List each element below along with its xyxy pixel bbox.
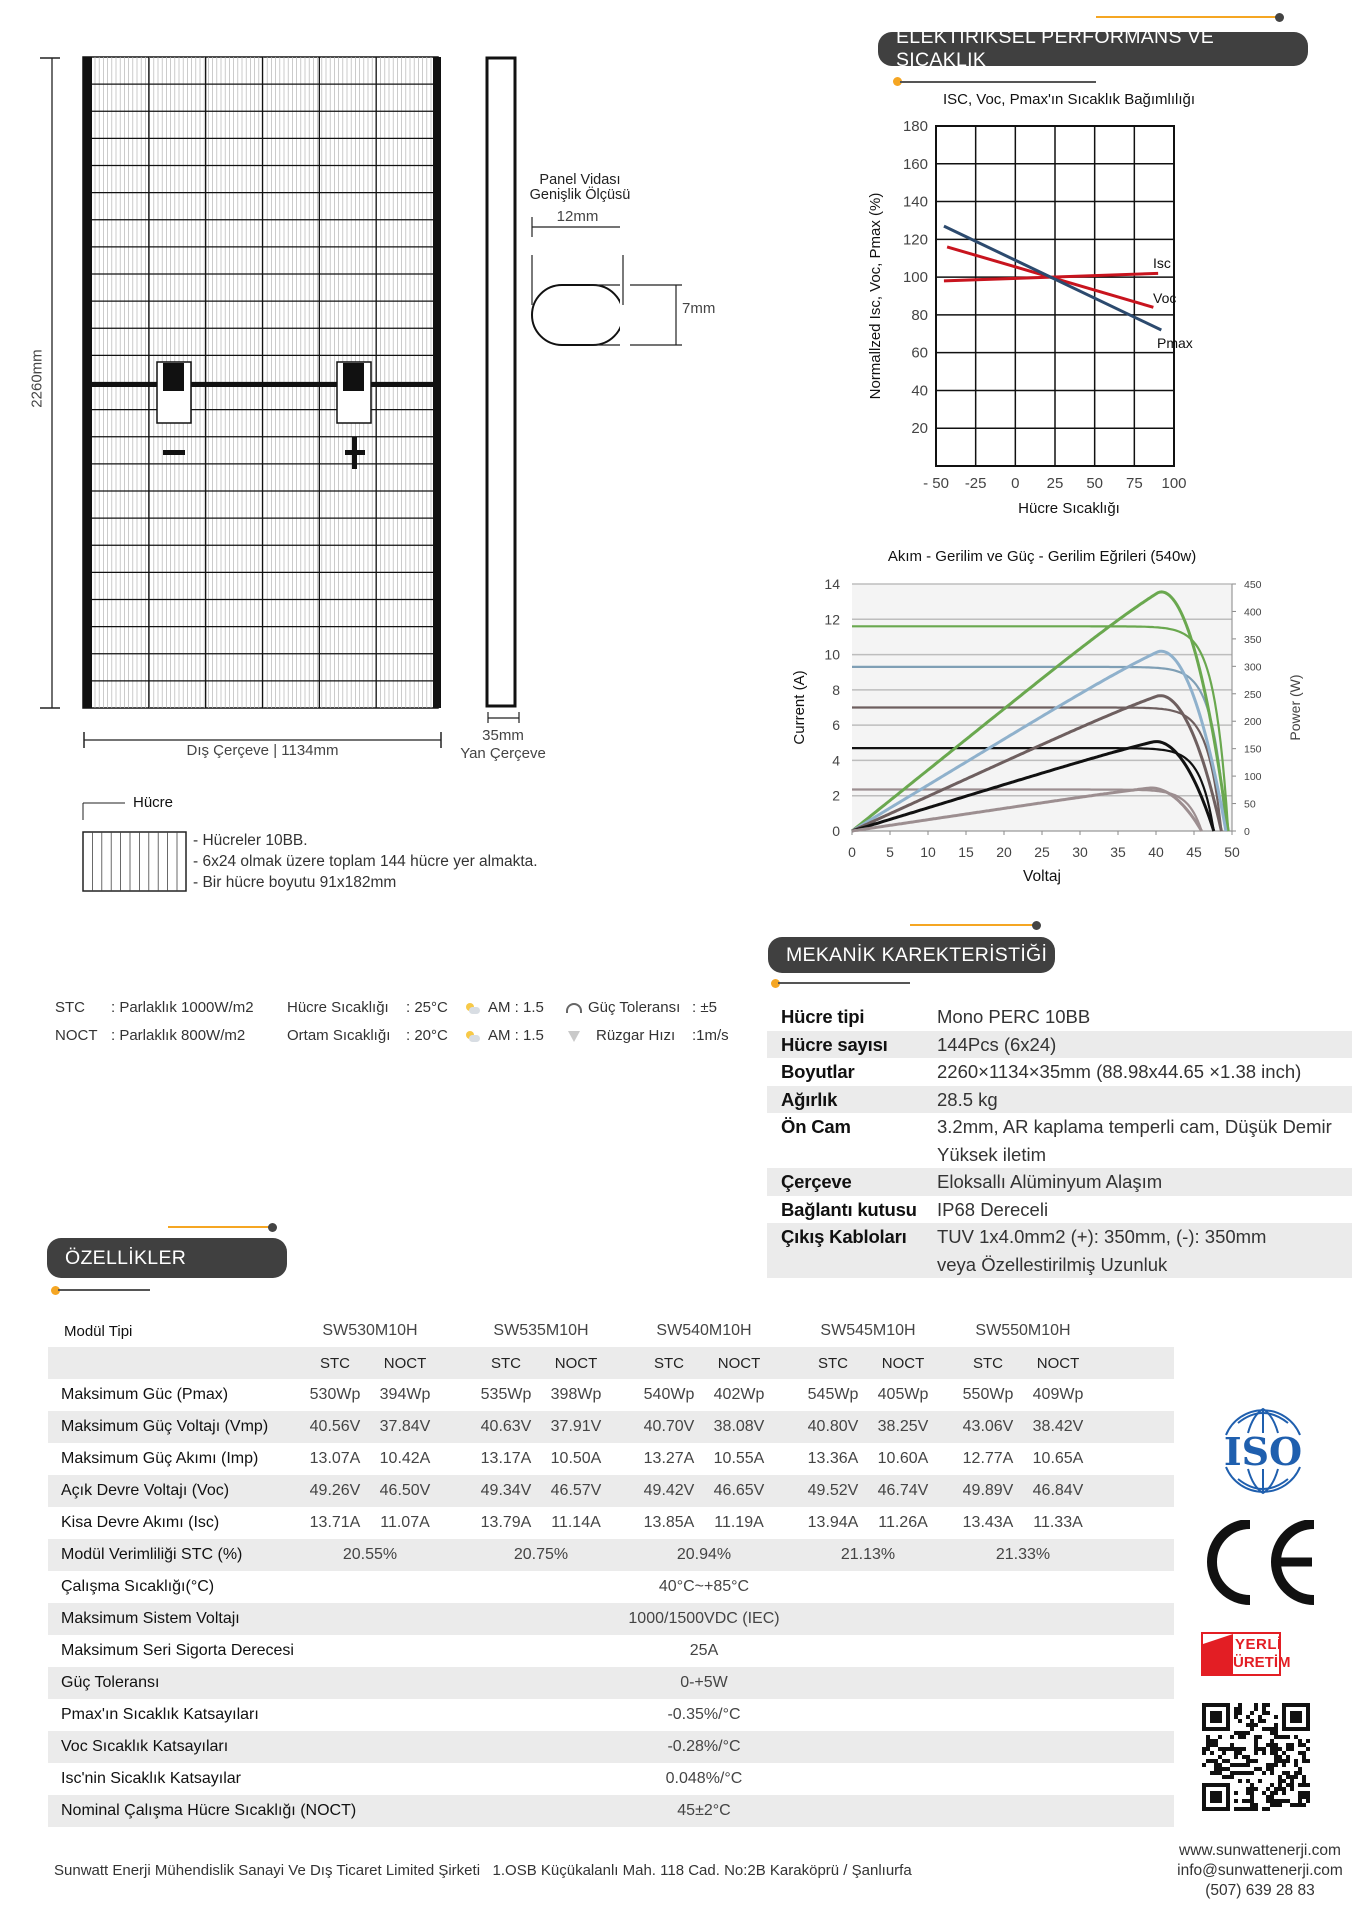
noct-header: NOCT	[1036, 1354, 1080, 1372]
mechanical-value	[937, 1113, 1352, 1168]
model-name: SW550M10H	[975, 1322, 1071, 1339]
y-axis-label: Current (A)	[791, 670, 808, 745]
mechanical-value-line: Mono PERC 10BB	[937, 1006, 1091, 1027]
local-line1: YERLİ	[1235, 1636, 1282, 1653]
noct-value: 409Wp	[1032, 1386, 1084, 1403]
stc-temp-label: Hücre Sıcaklığı	[287, 999, 389, 1016]
spec-row	[48, 1411, 1174, 1443]
mechanical-row	[767, 1058, 1352, 1086]
y-tick-label: 20	[911, 420, 928, 438]
x-tick-label: 40	[1148, 844, 1164, 860]
sun-cloud-icon	[466, 1031, 480, 1043]
cell-legend-lines	[193, 830, 538, 893]
stc-value: 40.70V	[643, 1418, 695, 1435]
screw-title-2: Genişlik Ölçüsü	[529, 187, 631, 203]
y-tick-label: 140	[902, 193, 928, 211]
x-tick-label: 30	[1072, 844, 1088, 860]
header-deco-dot	[1032, 921, 1041, 930]
efficiency-row	[48, 1539, 1174, 1571]
mechanical-value-line: 2260×1134×35mm (88.98x44.65 ×1.38 inch)	[937, 1061, 1302, 1082]
y2-tick-label: 50	[1244, 798, 1256, 811]
mechanical-key: Çıkış Kabloları	[781, 1226, 907, 1247]
mechanical-row	[767, 1223, 1352, 1278]
noct-irradiance: : Parlaklık 800W/m2	[111, 1027, 246, 1044]
side-frame	[487, 58, 515, 706]
stc-value: 550Wp	[962, 1386, 1014, 1403]
company-name: Sunwatt Enerji Mühendislik Sanayi Ve Dış Ticaret Limited Şirketi	[54, 1862, 481, 1879]
panel-drawing	[0, 0, 620, 900]
noct-value: 38.08V	[713, 1418, 765, 1435]
website-link[interactable]: www.sunwattenerji.com	[1179, 1842, 1341, 1859]
stc-irradiance: : Parlaklık 1000W/m2	[111, 999, 254, 1016]
x-tick-label: 100	[1161, 475, 1187, 492]
chart-title: ISC, Voc, Pmax'ın Sıcaklık Bağımlılığı	[942, 91, 1196, 108]
efficiency-value: 21.33%	[995, 1546, 1051, 1563]
y-tick-label: 8	[832, 681, 840, 698]
efficiency-value: 20.75%	[513, 1546, 569, 1563]
mechanical-value	[937, 1003, 1352, 1031]
noct-value: 402Wp	[713, 1386, 765, 1403]
stc-value: 12.77A	[962, 1450, 1014, 1467]
stc-temp-value: : 25°C	[406, 999, 448, 1016]
stc-value: 13.36A	[807, 1450, 859, 1467]
stc-value: 49.26V	[309, 1482, 361, 1499]
stc-value: 43.06V	[962, 1418, 1014, 1435]
stc-extra-value: : ±5	[692, 999, 717, 1016]
mechanical-row	[767, 1031, 1352, 1059]
spec-row	[48, 1475, 1174, 1507]
mechanical-key: Boyutlar	[781, 1061, 855, 1082]
spec-value: 0-+5W	[680, 1674, 728, 1691]
spec-value: -0.35%/°C	[667, 1706, 741, 1723]
model-name: SW535M10H	[493, 1322, 589, 1339]
mechanical-value	[937, 1058, 1352, 1086]
noct-value: 46.65V	[713, 1482, 765, 1499]
model-name: SW545M10H	[820, 1322, 916, 1339]
spec-row	[48, 1699, 1174, 1731]
wind-icon	[568, 1031, 580, 1042]
spec-row	[48, 1731, 1174, 1763]
noct-value: 11.19A	[714, 1514, 764, 1531]
temperature-dependency-chart	[860, 90, 1220, 530]
stc-header: STC	[973, 1354, 1003, 1372]
noct-temp-label: Ortam Sıcaklığı	[287, 1027, 391, 1044]
x-tick-label: 45	[1186, 844, 1202, 860]
header-deco-dot	[268, 1223, 277, 1232]
mechanical-row	[767, 1196, 1352, 1224]
mechanical-table	[767, 1003, 1352, 1278]
spec-label: Nominal Çalışma Hücre Sıcaklığı (NOCT)	[61, 1802, 357, 1819]
header-deco-line	[910, 924, 1034, 926]
noct-value: 11.26A	[878, 1514, 928, 1531]
cell-legend-line: - Hücreler 10BB.	[193, 832, 308, 849]
gauge-icon	[566, 1003, 582, 1013]
spec-value: -0.28%/°C	[667, 1738, 741, 1755]
spec-row	[48, 1603, 1174, 1635]
y-tick-label: 180	[902, 118, 928, 135]
stc-value: 545Wp	[807, 1386, 859, 1403]
stc-name: STC	[55, 999, 85, 1016]
stc-value: 530Wp	[309, 1386, 361, 1403]
noct-value: 394Wp	[379, 1386, 431, 1403]
y-tick-label: 40	[911, 382, 928, 400]
section-title-mechanical: MEKANİK KAREKTERİSTİĞİ	[768, 937, 1055, 973]
noct-value: 10.65A	[1032, 1450, 1084, 1467]
mechanical-row	[767, 1168, 1352, 1196]
noct-value: 10.50A	[550, 1450, 602, 1467]
mechanical-row	[767, 1003, 1352, 1031]
mechanical-key: Hücre tipi	[781, 1006, 865, 1027]
sun-cloud-icon	[466, 1003, 480, 1015]
stc-am: AM : 1.5	[488, 999, 544, 1016]
email-link[interactable]: info@sunwattenerji.com	[1177, 1862, 1343, 1879]
noct-value: 37.91V	[550, 1418, 602, 1435]
screw-width-label: 12mm	[556, 208, 599, 225]
noct-value: 46.57V	[550, 1482, 602, 1499]
y-tick-label: 10	[824, 646, 840, 663]
spec-label: Maksimum Sistem Voltajı	[61, 1610, 240, 1627]
stc-value: 13.79A	[480, 1514, 532, 1531]
stc-value: 13.27A	[643, 1450, 695, 1467]
efficiency-value: 20.94%	[676, 1546, 732, 1563]
stc-value: 13.85A	[643, 1514, 695, 1531]
section-title-features: ÖZELLİKLER	[47, 1238, 287, 1278]
screw-slot-shape	[532, 285, 620, 345]
mechanical-value-line: veya Özellestirilmiş Uzunluk	[937, 1253, 1168, 1275]
spec-value: 40°C~+85°C	[658, 1578, 750, 1595]
x-tick-label: 50	[1086, 475, 1104, 492]
stc-extra-label: Güç Toleransı	[588, 999, 681, 1016]
spec-row	[48, 1571, 1174, 1603]
y-tick-label: 160	[902, 155, 928, 173]
x-tick-label: -25	[964, 475, 987, 492]
spec-value: 25A	[689, 1642, 719, 1659]
series-label-pmax: Pmax	[1157, 335, 1193, 351]
screw-height-label: 7mm	[682, 300, 716, 317]
stc-value: 13.43A	[962, 1514, 1014, 1531]
spec-label: Kisa Devre Akımı (Isc)	[61, 1514, 220, 1531]
noct-header: NOCT	[717, 1354, 761, 1372]
y2-tick-label: 400	[1244, 606, 1262, 619]
local-production-badge	[1201, 1632, 1291, 1676]
stc-value: 13.71A	[309, 1514, 361, 1531]
x-tick-label: 15	[958, 844, 974, 860]
width-label: Dış Çerçeve | 1134mm	[186, 742, 339, 759]
noct-value: 37.84V	[379, 1418, 431, 1435]
noct-name: NOCT	[55, 1027, 98, 1044]
stc-header: STC	[818, 1354, 848, 1372]
spec-row	[48, 1795, 1174, 1827]
stc-value: 40.80V	[807, 1418, 859, 1435]
mechanical-value	[937, 1223, 1352, 1278]
mechanical-key: Bağlantı kutusu	[781, 1198, 917, 1220]
stc-header: STC	[491, 1354, 521, 1372]
plus-sign-v	[352, 437, 357, 469]
series-label-voc: Voc	[1153, 290, 1177, 306]
x-axis-label: Voltaj	[1023, 868, 1061, 885]
svg-text:CE: CE	[1200, 1520, 1202, 1521]
y-tick-label: 14	[824, 576, 840, 592]
cell-legend-line: - 6x24 olmak üzere toplam 144 hücre yer almakta.	[193, 853, 538, 870]
mechanical-value	[937, 1168, 1352, 1196]
x-tick-label: 0	[1011, 475, 1020, 492]
mechanical-row	[767, 1113, 1352, 1168]
noct-am: AM : 1.5	[488, 1027, 544, 1044]
mechanical-value-line: 3.2mm, AR kaplama temperli cam, Düşük Demir	[937, 1116, 1332, 1137]
x-axis-label: Hücre Sıcaklığı	[1018, 500, 1120, 517]
y2-tick-label: 0	[1244, 826, 1250, 838]
spec-value: 45±2°C	[677, 1802, 731, 1819]
series-label-isc: Isc	[1153, 255, 1171, 271]
mechanical-value-line: TUV 1x4.0mm2 (+): 350mm, (-): 350mm	[937, 1226, 1267, 1247]
x-tick-label: 25	[1046, 475, 1064, 492]
header-deco-line	[778, 982, 910, 984]
noct-header: NOCT	[383, 1354, 427, 1372]
y-tick-label: 120	[902, 231, 928, 249]
x-tick-label: 0	[848, 844, 856, 860]
spec-label: Maksimum Güc (Pmax)	[61, 1386, 229, 1403]
mechanical-key: Ağırlık	[781, 1088, 838, 1110]
noct-value: 46.74V	[877, 1482, 929, 1499]
spec-label: Modül Verimliliği STC (%)	[61, 1546, 243, 1563]
stc-value: 49.89V	[962, 1482, 1014, 1499]
stc-value: 49.42V	[643, 1482, 695, 1499]
noct-value: 38.25V	[877, 1418, 929, 1435]
noct-value: 38.42V	[1032, 1418, 1084, 1435]
spec-label: Açık Devre Voltajı (Voc)	[61, 1482, 230, 1499]
spec-row	[48, 1667, 1174, 1699]
spec-row	[48, 1379, 1174, 1411]
y-axis-label: Normallzed Isc, Voc, Pmax (%)	[867, 192, 884, 400]
noct-value: 46.50V	[379, 1482, 431, 1499]
stc-value: 49.52V	[807, 1482, 859, 1499]
noct-value: 10.42A	[379, 1450, 431, 1467]
x-tick-label: 35	[1110, 844, 1126, 860]
chart-title: Akım - Gerilim ve Güç - Gerilim Eğrileri (540w)	[887, 548, 1197, 565]
noct-value: 11.33A	[1033, 1514, 1083, 1531]
stc-value: 13.17A	[480, 1450, 532, 1467]
spec-row	[48, 1635, 1174, 1667]
noct-value: 11.07A	[380, 1514, 430, 1531]
screw-title-1: Panel Vidası	[539, 172, 621, 188]
mechanical-value	[937, 1031, 1352, 1059]
y-tick-label: 60	[911, 344, 928, 362]
spec-label: Çalışma Sıcaklığı(°C)	[61, 1578, 215, 1595]
stc-value: 535Wp	[480, 1386, 532, 1403]
header-deco-line	[1096, 16, 1276, 18]
y2-tick-label: 150	[1244, 743, 1262, 756]
y2-tick-label: 100	[1244, 771, 1262, 784]
mechanical-value-line: IP68 Dereceli	[937, 1198, 1049, 1220]
side-width-label: 35mm	[482, 727, 524, 744]
spec-table	[48, 1315, 1174, 1827]
iso-logo	[1208, 1405, 1318, 1497]
footer-address	[54, 1862, 912, 1879]
model-header-row	[48, 1315, 1174, 1347]
x-tick-label: 25	[1034, 844, 1050, 860]
section-title-electrical: ELEKTİRİKSEL PERFORMANS VE SICAKLIK	[878, 32, 1308, 66]
y-tick-label: 2	[832, 787, 840, 804]
noct-extra-value: :1m/s	[692, 1027, 729, 1044]
spec-row	[48, 1507, 1174, 1539]
spec-label: Pmax'ın Sıcaklık Katsayıları	[61, 1706, 259, 1723]
x-tick-label: 75	[1125, 475, 1143, 492]
stc-header: STC	[654, 1354, 684, 1372]
noct-value: 11.14A	[551, 1514, 601, 1531]
qr-code	[1202, 1703, 1310, 1811]
x-tick-label: 20	[996, 844, 1012, 860]
noct-value: 46.84V	[1032, 1482, 1084, 1499]
company-address: 1.OSB Küçükalanlı Mah. 118 Cad. No:2B Karaköprü / Şanlıurfa	[492, 1862, 912, 1879]
noct-value: 10.60A	[877, 1450, 929, 1467]
efficiency-value: 20.55%	[342, 1546, 398, 1563]
noct-value: 405Wp	[877, 1386, 929, 1403]
spec-row	[48, 1763, 1174, 1795]
phone-number: (507) 639 28 83	[1205, 1882, 1315, 1899]
spec-value: 0.048%/°C	[665, 1770, 743, 1787]
spec-row	[48, 1443, 1174, 1475]
minus-sign	[163, 450, 185, 455]
spec-label: Maksimum Güç Voltajı (Vmp)	[61, 1418, 269, 1435]
noct-value: 398Wp	[550, 1386, 602, 1403]
height-label: 2260mm	[28, 349, 46, 408]
iso-logo-text: ISO	[1223, 1429, 1303, 1474]
header-deco-line	[168, 1226, 270, 1228]
y-tick-label: 80	[911, 306, 928, 324]
y2-tick-label: 300	[1244, 661, 1262, 674]
x-tick-label: 10	[920, 844, 936, 860]
mechanical-value-line: Yüksek iletim	[937, 1143, 1046, 1165]
y-tick-label: 6	[832, 717, 840, 734]
y2-tick-label: 350	[1244, 633, 1262, 646]
stc-value: 40.56V	[309, 1418, 361, 1435]
mechanical-value-line: Eloksallı Alüminyum Alaşım	[937, 1171, 1163, 1192]
noct-temp-value: : 20°C	[406, 1027, 448, 1044]
mechanical-key: Çerçeve	[781, 1171, 852, 1192]
mechanical-value-line: 144Pcs (6x24)	[937, 1033, 1057, 1055]
spec-value: 1000/1500VDC (IEC)	[628, 1610, 780, 1627]
side-frame-label: Yan Çerçeve	[460, 745, 546, 762]
header-deco-line	[58, 1289, 150, 1291]
local-line2: ÜRETİM	[1233, 1654, 1291, 1671]
x-tick-label: - 50	[923, 475, 949, 492]
y2-axis-label: Power (W)	[1287, 674, 1303, 741]
noct-extra-label: Rüzgar Hızı	[596, 1027, 676, 1044]
model-name: SW540M10H	[656, 1322, 752, 1339]
spec-label: Maksimum Seri Sigorta Derecesi	[61, 1642, 294, 1659]
header-deco-dot	[1275, 13, 1284, 22]
mechanical-key: Ön Cam	[781, 1116, 851, 1137]
y-tick-label: 4	[832, 752, 840, 769]
cell-legend-line: - Bir hücre boyutu 91x182mm	[193, 874, 397, 891]
model-name: SW530M10H	[322, 1322, 418, 1339]
stc-value: 40.63V	[480, 1418, 532, 1435]
efficiency-value: 21.13%	[840, 1546, 896, 1563]
y-tick-label: 100	[902, 269, 928, 287]
y-tick-label: 0	[832, 823, 840, 839]
sub-header-row	[48, 1347, 1174, 1379]
handshake-icon	[1203, 1634, 1233, 1674]
stc-value: 49.34V	[480, 1482, 532, 1499]
noct-value: 10.55A	[713, 1450, 765, 1467]
cell-legend-title: Hücre	[133, 794, 174, 811]
mechanical-key: Hücre sayısı	[781, 1033, 888, 1055]
stc-value: 13.94A	[807, 1514, 859, 1531]
mechanical-row	[767, 1086, 1352, 1114]
y2-tick-label: 200	[1244, 716, 1262, 729]
spec-label: Güç Toleransı	[61, 1674, 160, 1691]
y2-tick-label: 250	[1244, 688, 1262, 701]
stc-value: 540Wp	[643, 1386, 695, 1403]
mechanical-value-line: 28.5 kg	[937, 1088, 998, 1110]
screw-right-extension	[620, 217, 640, 307]
noct-header: NOCT	[881, 1354, 925, 1372]
spec-label: Voc Sıcaklık Katsayıları	[61, 1738, 229, 1755]
stc-header: STC	[320, 1354, 350, 1372]
ce-mark	[1200, 1520, 1325, 1605]
header-deco-line	[900, 81, 1096, 83]
y2-tick-label: 450	[1244, 579, 1262, 591]
module-type-label: Modül Tipi	[64, 1322, 133, 1340]
noct-header: NOCT	[554, 1354, 598, 1372]
spec-label: Maksimum Güç Akımı (Imp)	[61, 1450, 259, 1467]
iv-pv-curve-chart	[780, 535, 1320, 890]
x-tick-label: 5	[886, 844, 894, 860]
mechanical-value	[937, 1196, 1352, 1224]
cell-legend-box	[83, 832, 186, 891]
mechanical-value	[937, 1086, 1352, 1114]
x-tick-label: 50	[1224, 844, 1240, 860]
stc-value: 13.07A	[309, 1450, 361, 1467]
y-tick-label: 12	[824, 611, 840, 628]
spec-label: Isc'nin Sicaklık Katsayılar	[61, 1770, 242, 1787]
